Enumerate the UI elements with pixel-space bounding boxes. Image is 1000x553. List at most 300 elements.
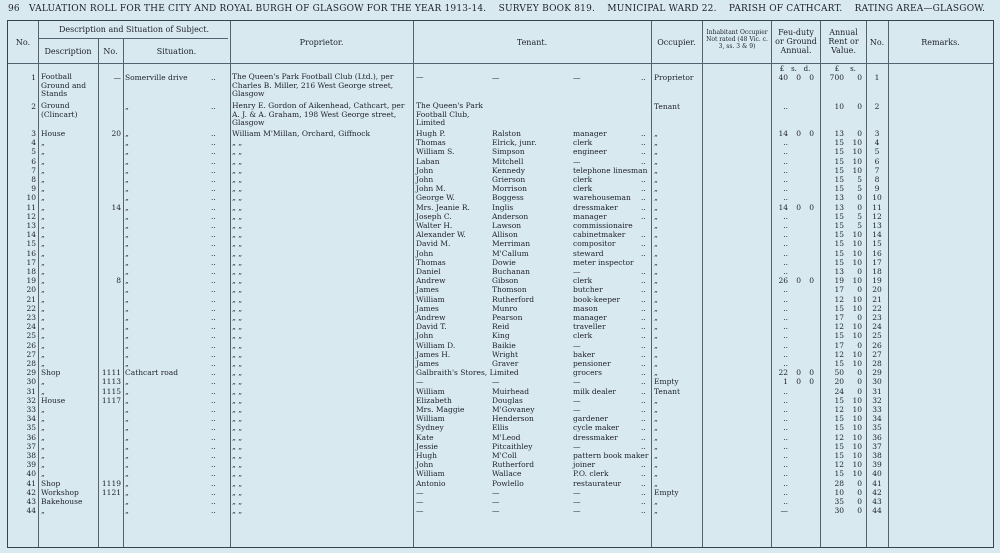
row-feu-pounds: .. bbox=[783, 147, 788, 157]
row-rent-pounds: 15 bbox=[834, 165, 844, 175]
row-tenant-occupation: — bbox=[573, 405, 581, 414]
rule bbox=[123, 38, 124, 547]
row-rent-shillings: 0 bbox=[857, 377, 862, 387]
row-tenant-surname: — bbox=[492, 487, 500, 497]
row-description: „ bbox=[41, 147, 45, 157]
row-description: Football Ground and Stands bbox=[41, 72, 87, 98]
row-number-right: 37 bbox=[872, 441, 882, 451]
row-situation-dots: .. bbox=[211, 340, 216, 350]
row-number: 12 bbox=[26, 211, 36, 221]
row-situation: „ bbox=[125, 506, 129, 516]
row-tenant-dots: .. bbox=[641, 230, 646, 240]
row-rent-shillings: 10 bbox=[852, 395, 862, 405]
row-proprietor: „ „ bbox=[232, 506, 243, 516]
row-tenant-dots: .. bbox=[641, 377, 646, 387]
row-proprietor: „ „ bbox=[232, 257, 243, 267]
row-tenant-surname: Muirhead bbox=[492, 386, 530, 396]
row-tenant-occupation: engineer bbox=[573, 147, 607, 157]
row-tenant-surname: Ralston bbox=[492, 129, 521, 138]
row-tenant-forename: William bbox=[416, 294, 445, 304]
row-tenant-surname: Simpson bbox=[492, 147, 525, 157]
row-tenant-dots: .. bbox=[641, 184, 646, 194]
row-tenant-forename: Andrew bbox=[416, 276, 446, 286]
row-tenant-dots: .. bbox=[641, 73, 646, 82]
row-tenant-forename: James H. bbox=[416, 349, 451, 359]
row-number-right: 35 bbox=[872, 423, 882, 433]
row-situation: „ bbox=[125, 478, 129, 488]
row-situation-dots: .. bbox=[211, 497, 216, 506]
row-rent-shillings: 10 bbox=[852, 423, 862, 433]
row-description: „ bbox=[41, 138, 45, 148]
row-tenant-surname: Powlello bbox=[492, 478, 524, 488]
row-feu-pounds: .. bbox=[783, 395, 788, 405]
row-number-right: 10 bbox=[872, 193, 882, 203]
row-occupier: „ bbox=[654, 340, 658, 350]
row-number-right: 7 bbox=[874, 165, 880, 175]
row-situation-dots: .. bbox=[211, 156, 216, 166]
row-tenant-surname: Henderson bbox=[492, 414, 534, 424]
row-situation-dots: .. bbox=[211, 285, 216, 295]
row-rent-pounds: 13 bbox=[834, 267, 844, 276]
row-situation: „ bbox=[125, 497, 129, 506]
row-number-right: 34 bbox=[872, 414, 882, 424]
row-proprietor: „ „ bbox=[232, 368, 243, 378]
row-rent-pounds: 15 bbox=[834, 331, 844, 341]
row-number-right: 12 bbox=[872, 211, 882, 221]
row-tenant-forename: — bbox=[416, 377, 424, 387]
row-tenant-occupation: mason bbox=[573, 303, 598, 313]
row-tenant-dots: .. bbox=[641, 386, 646, 396]
row-description: „ bbox=[41, 460, 45, 470]
row-description: „ bbox=[41, 257, 45, 267]
rule bbox=[651, 21, 652, 547]
row-rent-pounds: 15 bbox=[834, 211, 844, 221]
row-proprietor: „ „ bbox=[232, 460, 243, 470]
row-feu-pounds: .. bbox=[783, 405, 788, 414]
row-occupier: „ bbox=[654, 257, 658, 267]
row-situation-dots: .. bbox=[211, 432, 216, 442]
row-occupier: „ bbox=[654, 147, 658, 157]
row-occupier: „ bbox=[654, 423, 658, 433]
row-number-right: 24 bbox=[872, 322, 882, 332]
row-tenant-occupation: joiner bbox=[573, 460, 596, 470]
row-proprietor: „ „ bbox=[232, 175, 243, 184]
row-proprietor: „ „ bbox=[232, 487, 243, 497]
row-tenant-forename: Daniel bbox=[416, 267, 441, 276]
row-occupier: Tenant bbox=[654, 386, 681, 396]
row-tenant-occupation: P.O. clerk bbox=[573, 469, 609, 479]
row-feu-pounds: .. bbox=[783, 441, 788, 451]
row-street-number: 1121 bbox=[101, 487, 121, 497]
row-proprietor: „ „ bbox=[232, 478, 243, 488]
row-tenant-surname: M'Coll bbox=[492, 451, 517, 460]
row-number-right: 4 bbox=[874, 138, 880, 148]
row-tenant-forename: Sydney bbox=[416, 423, 444, 433]
row-number: 36 bbox=[26, 432, 36, 442]
row-feu-pounds: .. bbox=[783, 102, 788, 111]
row-rent-pounds: 13 bbox=[834, 193, 844, 203]
row-tenant-occupation: — bbox=[573, 395, 581, 405]
row-proprietor: „ „ bbox=[232, 377, 243, 387]
row-feu-shillings: 0 bbox=[796, 377, 801, 387]
row-tenant-occupation: compositor bbox=[573, 239, 616, 249]
row-situation-dots: .. bbox=[211, 294, 216, 304]
row-rent-shillings: 0 bbox=[857, 267, 862, 276]
row-proprietor: „ „ bbox=[232, 165, 243, 175]
row-feu-pounds: .. bbox=[783, 322, 788, 332]
row-occupier: „ bbox=[654, 193, 658, 203]
row-tenant-dots: .. bbox=[641, 469, 646, 479]
row-rent-pounds: 10 bbox=[834, 487, 844, 497]
feu-shillings-symbol: s. bbox=[791, 65, 797, 73]
row-tenant-forename: John bbox=[416, 165, 434, 175]
row-occupier: „ bbox=[654, 202, 658, 212]
row-feu-pounds: .. bbox=[783, 303, 788, 313]
row-description: „ bbox=[41, 285, 45, 295]
row-proprietor: „ „ bbox=[232, 405, 243, 414]
row-tenant-dots: .. bbox=[641, 202, 646, 212]
row-rent-shillings: 0 bbox=[857, 497, 862, 506]
row-rent-pounds: 15 bbox=[834, 423, 844, 433]
row-proprietor: „ „ bbox=[232, 285, 243, 295]
row-rent-pounds: 12 bbox=[834, 432, 844, 442]
row-tenant-surname: Wallace bbox=[492, 469, 522, 479]
row-proprietor: „ „ bbox=[232, 395, 243, 405]
row-description: „ bbox=[41, 386, 45, 396]
row-feu-pounds: .. bbox=[783, 221, 788, 230]
row-proprietor: „ „ bbox=[232, 469, 243, 479]
row-tenant-occupation: clerk bbox=[573, 331, 593, 341]
row-situation-dots: .. bbox=[211, 267, 216, 276]
row-street-number: 1111 bbox=[101, 368, 121, 378]
row-rent-shillings: 10 bbox=[852, 322, 862, 332]
row-occupier: „ bbox=[654, 129, 658, 138]
row-tenant-surname: Munro bbox=[492, 303, 518, 313]
row-tenant-forename: Andrew bbox=[416, 313, 446, 322]
row-tenant-surname: Rutherford bbox=[492, 460, 535, 470]
row-feu-pounds: .. bbox=[783, 497, 788, 506]
row-rent-shillings: 10 bbox=[852, 156, 862, 166]
row-occupier: „ bbox=[654, 165, 658, 175]
row-description: „ bbox=[41, 506, 45, 516]
row-rent-pounds: 15 bbox=[834, 175, 844, 184]
row-number: 31 bbox=[26, 386, 36, 396]
row-feu-pounds: .. bbox=[783, 257, 788, 267]
row-proprietor: „ „ bbox=[232, 230, 243, 240]
row-feu-shillings: 0 bbox=[796, 202, 801, 212]
row-rent-shillings: 10 bbox=[852, 432, 862, 442]
row-street-number: 14 bbox=[111, 202, 121, 212]
row-number: 10 bbox=[26, 193, 36, 203]
row-occupier: „ bbox=[654, 285, 658, 295]
row-tenant-occupation: — bbox=[573, 156, 581, 166]
row-occupier: Tenant bbox=[654, 102, 681, 111]
row-tenant-dots: .. bbox=[641, 359, 646, 368]
rent-pounds-symbol: £ bbox=[834, 65, 840, 73]
row-description: „ bbox=[41, 276, 45, 286]
row-rent-shillings: 10 bbox=[852, 331, 862, 341]
row-situation: „ bbox=[125, 423, 129, 433]
col-description: Description bbox=[44, 47, 92, 56]
row-feu-pence: 0 bbox=[809, 73, 814, 82]
row-number: 1 bbox=[31, 73, 36, 82]
row-rent-pounds: 15 bbox=[834, 414, 844, 424]
row-tenant-surname: Mitchell bbox=[492, 156, 524, 166]
row-rent-pounds: 15 bbox=[834, 138, 844, 148]
row-rent-pounds: 15 bbox=[834, 359, 844, 368]
row-feu-pounds: 14 bbox=[778, 129, 788, 138]
row-situation-dots: .. bbox=[211, 460, 216, 470]
row-description: Ground (Clincart) bbox=[41, 101, 78, 119]
row-tenant-forename: James bbox=[416, 359, 439, 368]
row-rent-shillings: 10 bbox=[852, 230, 862, 240]
row-proprietor: „ „ bbox=[232, 441, 243, 451]
row-situation: Somerville drive bbox=[125, 73, 188, 82]
row-situation: „ bbox=[125, 276, 129, 286]
row-occupier: „ bbox=[654, 368, 658, 378]
row-occupier: „ bbox=[654, 267, 658, 276]
row-number: 9 bbox=[31, 184, 36, 194]
row-feu-pence: 0 bbox=[809, 368, 814, 378]
row-number-right: 17 bbox=[872, 257, 882, 267]
row-number: 20 bbox=[26, 285, 36, 295]
row-description: „ bbox=[41, 230, 45, 240]
row-proprietor: „ „ bbox=[232, 211, 243, 221]
row-situation-dots: .. bbox=[211, 276, 216, 286]
row-tenant-forename: Jessie bbox=[416, 441, 438, 451]
row-rent-pounds: 15 bbox=[834, 248, 844, 258]
row-tenant-surname: King bbox=[492, 331, 510, 341]
row-number-right: 16 bbox=[872, 248, 882, 258]
row-tenant-forename: Walter H. bbox=[416, 221, 453, 230]
row-situation-dots: .. bbox=[211, 175, 216, 184]
row-number: 8 bbox=[31, 175, 36, 184]
row-tenant-occupation: dressmaker bbox=[573, 202, 618, 212]
row-feu-pence: 0 bbox=[809, 377, 814, 387]
row-number-right: 21 bbox=[872, 294, 882, 304]
row-occupier: „ bbox=[654, 395, 658, 405]
row-description: „ bbox=[41, 405, 45, 414]
row-tenant-surname: Rutherford bbox=[492, 294, 535, 304]
row-tenant-forename: William bbox=[416, 414, 445, 424]
row-feu-shillings: 0 bbox=[796, 368, 801, 378]
col-tenant: Tenant. bbox=[516, 38, 548, 47]
row-situation-dots: .. bbox=[211, 377, 216, 387]
row-number-right: 27 bbox=[872, 349, 882, 359]
row-occupier: „ bbox=[654, 313, 658, 322]
row-situation: „ bbox=[125, 303, 129, 313]
row-number: 44 bbox=[26, 506, 36, 516]
row-number: 22 bbox=[26, 303, 36, 313]
row-tenant-dots: .. bbox=[641, 506, 646, 516]
row-feu-pounds: .. bbox=[783, 285, 788, 295]
row-feu-pounds: .. bbox=[783, 184, 788, 194]
row-situation-dots: .. bbox=[211, 221, 216, 230]
col-situation: Situation. bbox=[156, 47, 197, 56]
row-description: „ bbox=[41, 156, 45, 166]
row-feu-pounds: .. bbox=[783, 248, 788, 258]
row-situation-dots: .. bbox=[211, 414, 216, 424]
row-tenant-occupation: — bbox=[573, 73, 581, 82]
municipal-ward: MUNICIPAL WARD 22. bbox=[607, 4, 717, 14]
row-rent-pounds: 12 bbox=[834, 405, 844, 414]
row-tenant-occupation: manager bbox=[573, 313, 607, 322]
row-tenant-surname: Ellis bbox=[492, 423, 509, 433]
row-situation: „ bbox=[125, 331, 129, 341]
row-tenant-surname: Gibson bbox=[492, 276, 519, 286]
row-proprietor: „ „ bbox=[232, 147, 243, 157]
row-number: 30 bbox=[26, 377, 36, 387]
rating-area: RATING AREA—GLASGOW. bbox=[854, 4, 986, 14]
page-header bbox=[8, 4, 993, 18]
row-tenant-dots: .. bbox=[641, 138, 646, 148]
parish: PARISH OF CATHCART. bbox=[728, 4, 843, 14]
row-proprietor: Henry E. Gordon of Aikenhead, Cathcart, per A. J. & A. Graham, 198 West George street, Glasgow bbox=[232, 101, 405, 127]
row-rent-pounds: 30 bbox=[834, 506, 844, 516]
row-tenant-occupation: clerk bbox=[573, 175, 593, 184]
row-feu-pounds: .. bbox=[783, 451, 788, 460]
rule bbox=[38, 38, 228, 39]
row-feu-pounds: .. bbox=[783, 267, 788, 276]
row-rent-shillings: 0 bbox=[857, 340, 862, 350]
row-feu-pounds: .. bbox=[783, 156, 788, 166]
row-feu-pounds: .. bbox=[783, 478, 788, 488]
row-tenant-surname: Pitcaithley bbox=[492, 441, 533, 451]
row-feu-pounds: .. bbox=[783, 175, 788, 184]
row-situation: „ bbox=[125, 239, 129, 249]
row-description: „ bbox=[41, 211, 45, 221]
row-situation-dots: .. bbox=[211, 478, 216, 488]
row-description: „ bbox=[41, 184, 45, 194]
row-number-right: 9 bbox=[874, 184, 880, 194]
col-no-right: No. bbox=[869, 38, 885, 47]
row-tenant-dots: .. bbox=[641, 276, 646, 286]
row-tenant-occupation: pensioner bbox=[573, 359, 611, 368]
row-tenant-dots: .. bbox=[641, 395, 646, 405]
row-tenant-dots: .. bbox=[641, 414, 646, 424]
row-occupier: „ bbox=[654, 460, 658, 470]
row-proprietor: „ „ bbox=[232, 267, 243, 276]
row-tenant-forename: John M. bbox=[416, 184, 446, 194]
row-tenant-occupation: cabinetmaker bbox=[573, 230, 626, 240]
row-number: 27 bbox=[26, 349, 36, 359]
row-proprietor: „ „ bbox=[232, 331, 243, 341]
row-situation-dots: .. bbox=[211, 322, 216, 332]
row-description: „ bbox=[41, 202, 45, 212]
row-rent-shillings: 10 bbox=[852, 460, 862, 470]
row-number: 35 bbox=[26, 423, 36, 433]
rule bbox=[413, 21, 414, 547]
row-proprietor: „ „ bbox=[232, 414, 243, 424]
row-occupier: „ bbox=[654, 239, 658, 249]
row-situation: „ bbox=[125, 221, 129, 230]
row-situation: „ bbox=[125, 102, 129, 111]
row-situation: „ bbox=[125, 432, 129, 442]
row-tenant-forename: Hugh bbox=[416, 451, 438, 460]
row-occupier: „ bbox=[654, 359, 658, 368]
row-tenant-surname: M'Govaney bbox=[492, 405, 535, 414]
row-tenant-surname: Dowie bbox=[492, 257, 516, 267]
row-situation-dots: .. bbox=[211, 239, 216, 249]
row-situation-dots: .. bbox=[211, 487, 216, 497]
row-proprietor: „ „ bbox=[232, 276, 243, 286]
row-occupier: Empty bbox=[654, 377, 679, 387]
row-tenant-surname: Pearson bbox=[492, 313, 523, 322]
row-rent-pounds: 15 bbox=[834, 441, 844, 451]
row-proprietor: „ „ bbox=[232, 313, 243, 322]
row-tenant-dots: .. bbox=[641, 368, 646, 378]
row-number: 29 bbox=[26, 368, 36, 378]
row-tenant-forename: Joseph C. bbox=[416, 211, 452, 221]
row-tenant-forename: William D. bbox=[416, 340, 456, 350]
row-proprietor: „ „ bbox=[232, 193, 243, 203]
row-number: 18 bbox=[26, 267, 36, 276]
row-situation-dots: .. bbox=[211, 405, 216, 414]
row-description: Shop bbox=[41, 368, 61, 378]
row-rent-shillings: 10 bbox=[852, 239, 862, 249]
row-feu-pence: 0 bbox=[809, 202, 814, 212]
row-rent-pounds: 12 bbox=[834, 322, 844, 332]
row-situation-dots: .. bbox=[211, 349, 216, 359]
row-feu-pounds: .. bbox=[783, 138, 788, 148]
row-situation: „ bbox=[125, 322, 129, 332]
row-description: „ bbox=[41, 294, 45, 304]
row-situation-dots: .. bbox=[211, 257, 216, 267]
row-tenant-dots: .. bbox=[641, 460, 646, 470]
row-tenant-dots: .. bbox=[641, 156, 646, 166]
row-tenant-forename: Thomas bbox=[416, 138, 446, 148]
row-number-right: 8 bbox=[874, 175, 880, 184]
row-tenant-forename: Elizabeth bbox=[416, 395, 452, 405]
row-number: 14 bbox=[26, 230, 36, 240]
col-number: No. bbox=[103, 47, 118, 56]
row-rent-shillings: 10 bbox=[852, 257, 862, 267]
row-feu-shillings: 0 bbox=[796, 73, 801, 82]
row-number-right: 11 bbox=[872, 202, 882, 212]
row-number: 33 bbox=[26, 405, 36, 414]
row-tenant-forename: David M. bbox=[416, 239, 451, 249]
row-feu-shillings: 0 bbox=[796, 276, 801, 286]
row-tenant-surname: — bbox=[492, 377, 500, 387]
row-rent-pounds: 12 bbox=[834, 460, 844, 470]
row-situation-dots: .. bbox=[211, 102, 216, 111]
row-feu-pounds: .. bbox=[783, 460, 788, 470]
row-tenant-forename: — bbox=[416, 497, 424, 506]
row-proprietor: „ „ bbox=[232, 239, 243, 249]
row-tenant-forename: Kate bbox=[416, 432, 434, 442]
row-occupier: „ bbox=[654, 322, 658, 332]
row-situation-dots: .. bbox=[211, 165, 216, 175]
row-tenant-surname: Elrick, junr. bbox=[492, 138, 537, 148]
row-description: Bakehouse bbox=[41, 497, 83, 506]
row-number-right: 31 bbox=[872, 386, 882, 396]
row-proprietor: „ „ bbox=[232, 322, 243, 332]
row-occupier: Proprietor bbox=[654, 73, 694, 82]
row-rent-shillings: 0 bbox=[857, 506, 862, 516]
row-tenant-dots: .. bbox=[641, 349, 646, 359]
row-rent-pounds: 15 bbox=[834, 221, 844, 230]
row-rent-pounds: 50 bbox=[834, 368, 844, 378]
row-situation-dots: .. bbox=[211, 138, 216, 148]
row-description: „ bbox=[41, 469, 45, 479]
row-tenant-surname: Graver bbox=[492, 359, 519, 368]
row-rent-shillings: 10 bbox=[852, 147, 862, 157]
row-occupier: „ bbox=[654, 405, 658, 414]
row-tenant-surname: Inglis bbox=[492, 202, 514, 212]
row-feu-pounds: .. bbox=[783, 432, 788, 442]
row-number: 21 bbox=[26, 294, 36, 304]
row-tenant-occupation: warehouseman bbox=[573, 193, 631, 203]
